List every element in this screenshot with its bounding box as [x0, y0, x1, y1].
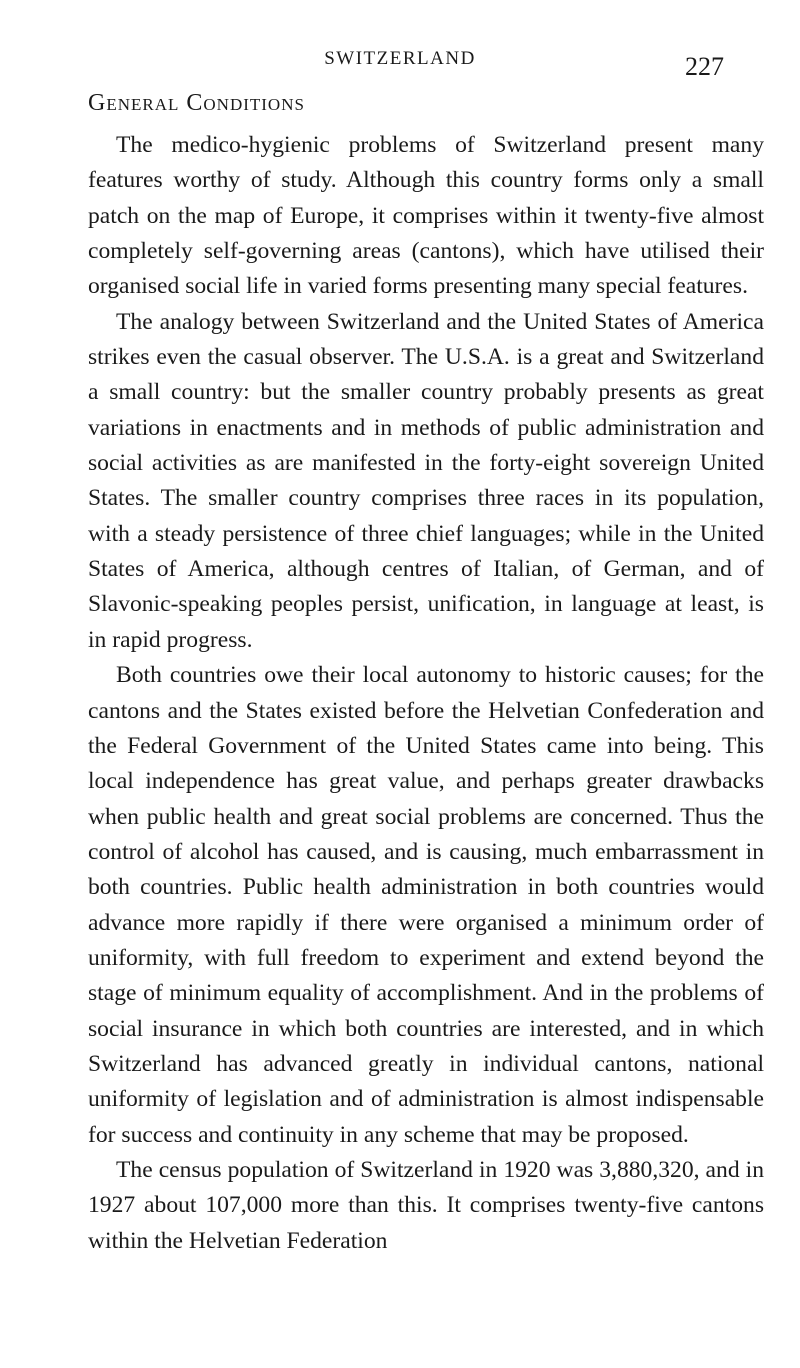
section-heading: General Conditions — [88, 90, 305, 116]
body-text — [88, 128, 764, 1259]
paragraph-3: Both countries owe their local autonomy to historic causes; for the cantons and the States existed before the Helvetian Confederation and the Federal Government of the United States came into being. This local independence has great value, and perhaps greater drawbacks when public health and great social problems are concerned. Thus the control of alcohol has caused, and is causing, much embarrassment in both countries. Public health administration in both countries would advance more rapidly if there were organised a minimum order of uniformity, with full freedom to experiment and extend beyond the stage of minimum equality of accomplishment. And in the problems of social insurance in which both countries are interested, and in which Switzerland has advanced greatly in individual cantons, national uniformity of legislation and of administration is almost indispensable for success and continuity in any scheme that may be proposed. — [88, 662, 764, 1148]
paragraph-4: The census population of Switzerland in 1920 was 3,880,320, and in 1927 about 107,000 more than this. It comprises twenty-five cantons within the Helvetian Federation — [88, 1156, 764, 1254]
page-number: 227 — [685, 52, 724, 81]
paragraph-2: The analogy between Switzerland and the United States of America strikes even the casual observer. The U.S.A. is a great and Switzerland a small country: but the smaller country probably presents as great variations in enactments and in methods of public administration and social activities as are manifested in the forty-eight sovereign United States. The smaller country comprises three races in its population, with a steady persistence of three chief languages; while in the United States of America, although centres of Italian, of German, and of Slavonic-speaking peoples persist, unification, in language at least, is in rapid progress. — [88, 308, 764, 653]
running-title: SWITZERLAND — [324, 48, 476, 69]
paragraph-1: The medico-hygienic problems of Switzerland present many features worthy of study. Although this country forms only a small patch on the map of Europe, it comprises within it twenty-five almost completely self-governing areas (cantons), which have utilised their organised social life in varied forms presenting many special features. — [88, 132, 764, 300]
